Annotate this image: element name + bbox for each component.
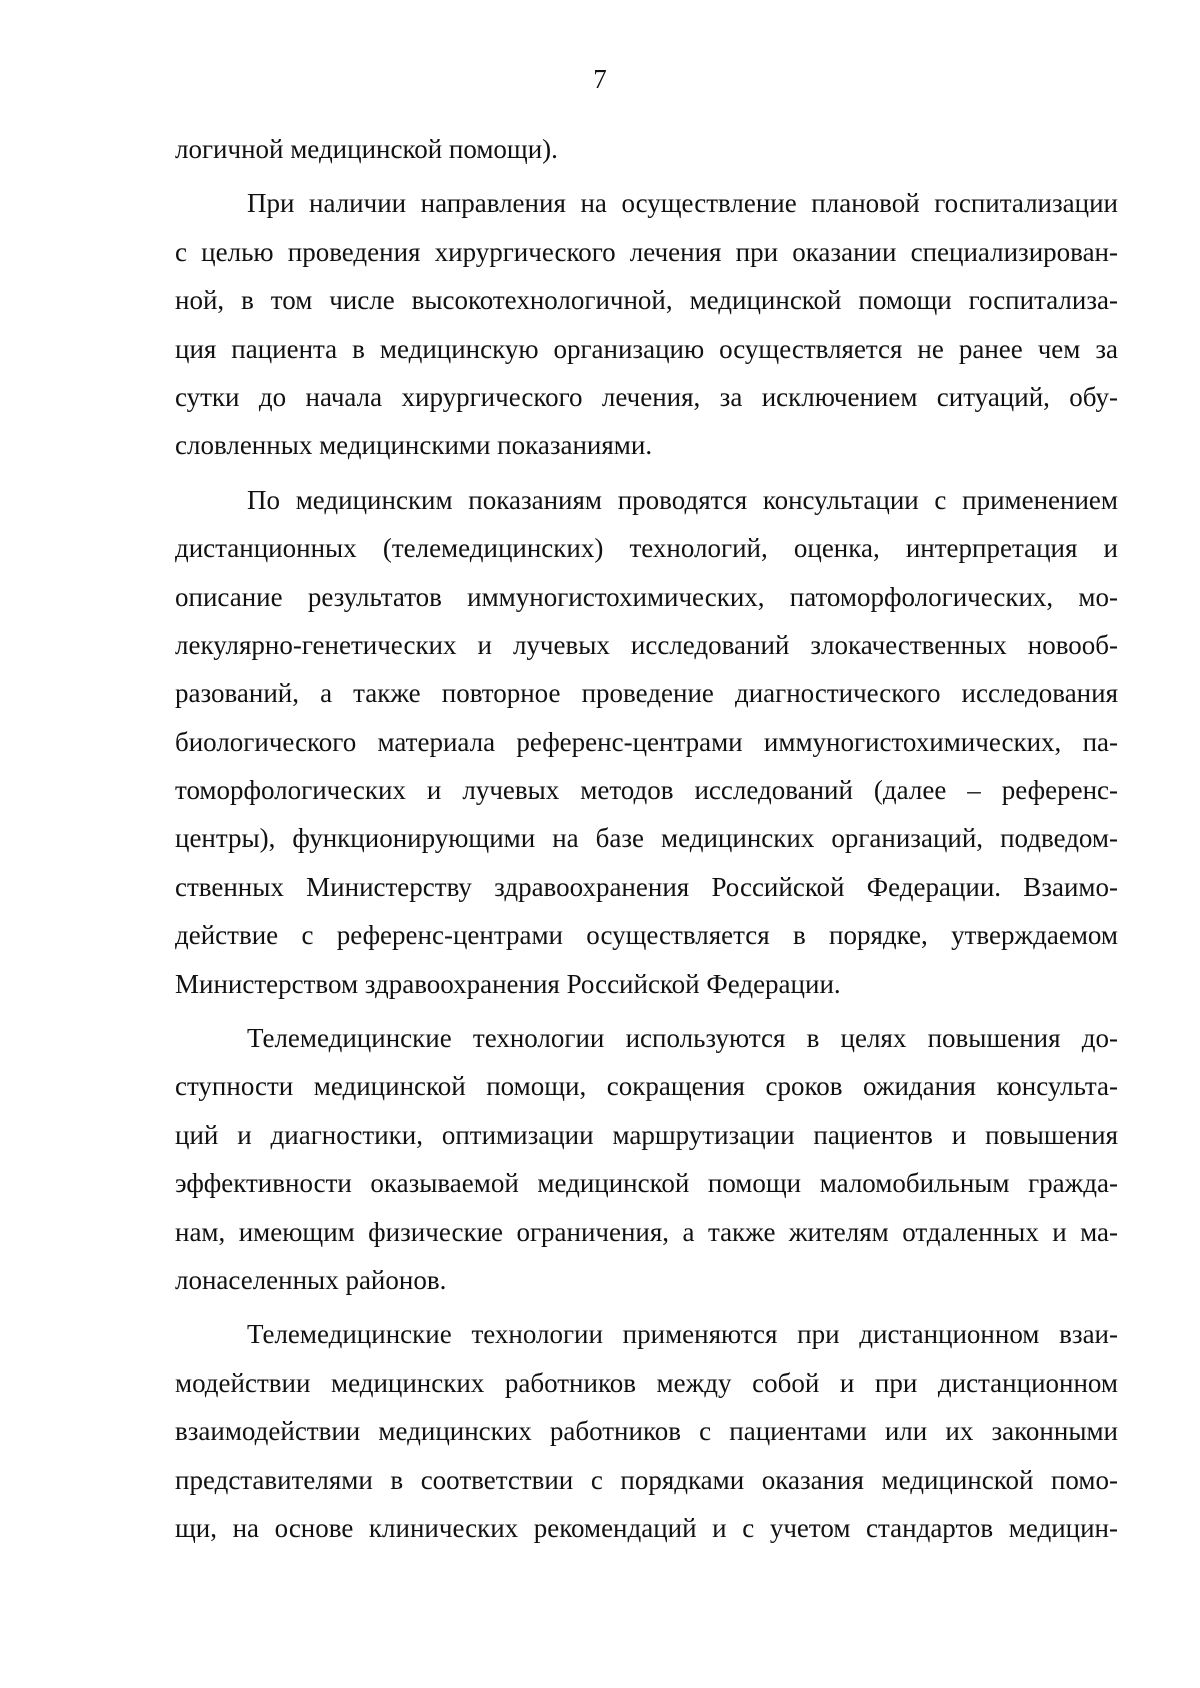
text-line: Министерством здравоохранения Российской Федерации. (175, 968, 841, 999)
text-line: ступности медицинской помощи, сокращения сроков ожидания консульта- (175, 1071, 1118, 1102)
text-line: лекулярно-генетических и лучевых исследований злокачественных новооб- (175, 629, 1118, 660)
text-line: с целью проведения хирургического лечения при оказании специализирован- (175, 236, 1118, 267)
text-line: центры), функционирующими на базе медицинских организаций, подведом- (175, 823, 1118, 854)
document-body (175, 125, 1118, 1552)
text-line: сутки до начала хирургического лечения, за исключением ситуаций, обу- (175, 381, 1118, 412)
text-line: словленных медицинскими показаниями. (175, 430, 653, 461)
text-line: При наличии направления на осуществление плановой госпитализации (247, 188, 1118, 219)
text-line: биологического материала референс-центрами иммуногистохимических, па- (175, 726, 1118, 757)
text-line: разований, а также повторное проведение диагностического исследования (175, 678, 1118, 709)
text-line: ственных Министерству здравоохранения Российской Федерации. Взаимо- (175, 871, 1118, 902)
text-line: эффективности оказываемой медицинской помощи маломобильным гражда- (175, 1168, 1118, 1199)
text-line: действие с референс-центрами осуществляется в порядке, утверждаемом (175, 920, 1118, 951)
text-line: томорфологических и лучевых методов исследований (далее – референс- (175, 775, 1118, 806)
page-number: 7 (593, 64, 607, 94)
text-line: щи, на основе клинических рекомендаций и с учетом стандартов медицин- (175, 1512, 1118, 1543)
text-line: дистанционных (телемедицинских) технологий, оценка, интерпретация и (175, 533, 1118, 564)
text-line: ция пациента в медицинскую организацию осуществляется не ранее чем за (175, 333, 1118, 364)
paragraph (175, 476, 1118, 1008)
paragraph (175, 179, 1118, 469)
text-line: нам, имеющим физические ограничения, а также жителям отдаленных и ма- (175, 1216, 1118, 1247)
text-line: Телемедицинские технологии применяются при дистанционном взаи- (247, 1319, 1118, 1350)
text-line: По медицинским показаниям проводятся консультации с применением (247, 484, 1118, 515)
paragraph (175, 1310, 1118, 1552)
text-line: описание результатов иммуногистохимических, патоморфологических, мо- (175, 581, 1118, 612)
text-line: представителями в соответствии с порядками оказания медицинской помо- (175, 1464, 1118, 1495)
text-line: ций и диагностики, оптимизации маршрутизации пациентов и повышения (175, 1119, 1118, 1150)
text-line: лонаселенных районов. (175, 1264, 447, 1295)
text-line: модействии медицинских работников между собой и при дистанционном (175, 1367, 1118, 1398)
text-line: логичной медицинской помощи). (175, 134, 558, 164)
paragraph (175, 125, 1118, 173)
text-line: Телемедицинские технологии используются в целях повышения до- (247, 1023, 1118, 1054)
text-line: взаимодействии медицинских работников с пациентами или их законными (175, 1416, 1118, 1447)
paragraph (175, 1014, 1118, 1304)
text-line: ной, в том числе высокотехнологичной, медицинской помощи госпитализа- (175, 285, 1118, 316)
